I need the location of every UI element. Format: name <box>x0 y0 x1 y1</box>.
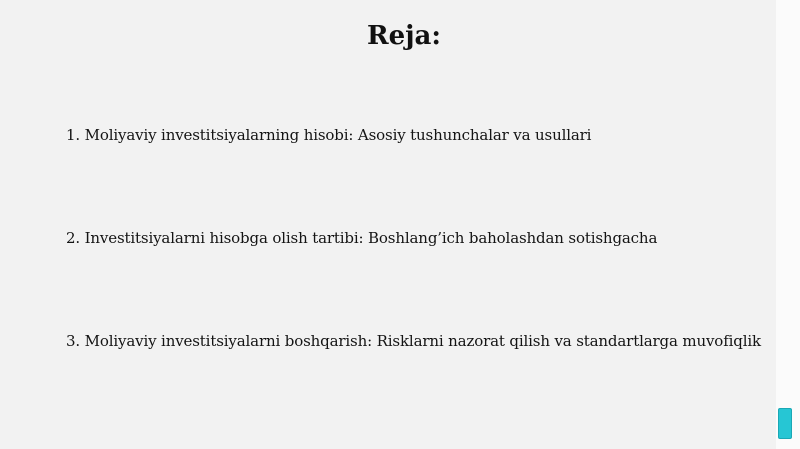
scrollbar-track[interactable] <box>776 0 800 449</box>
plan-item-2: 2. Investitsiyalarni hisobga olish tartibi: Boshlang’ich baholashdan sotishgacha <box>66 229 658 247</box>
scrollbar-thumb[interactable] <box>778 408 792 439</box>
plan-item-3: 3. Moliyaviy investitsiyalarni boshqarish: Risklarni nazorat qilish va standartlarga muvofiqlik <box>66 332 761 350</box>
slide-title: Reja: <box>366 21 441 51</box>
plan-item-1: 1. Moliyaviy investitsiyalarning hisobi: Asosiy tushunchalar va usullari <box>66 126 592 144</box>
